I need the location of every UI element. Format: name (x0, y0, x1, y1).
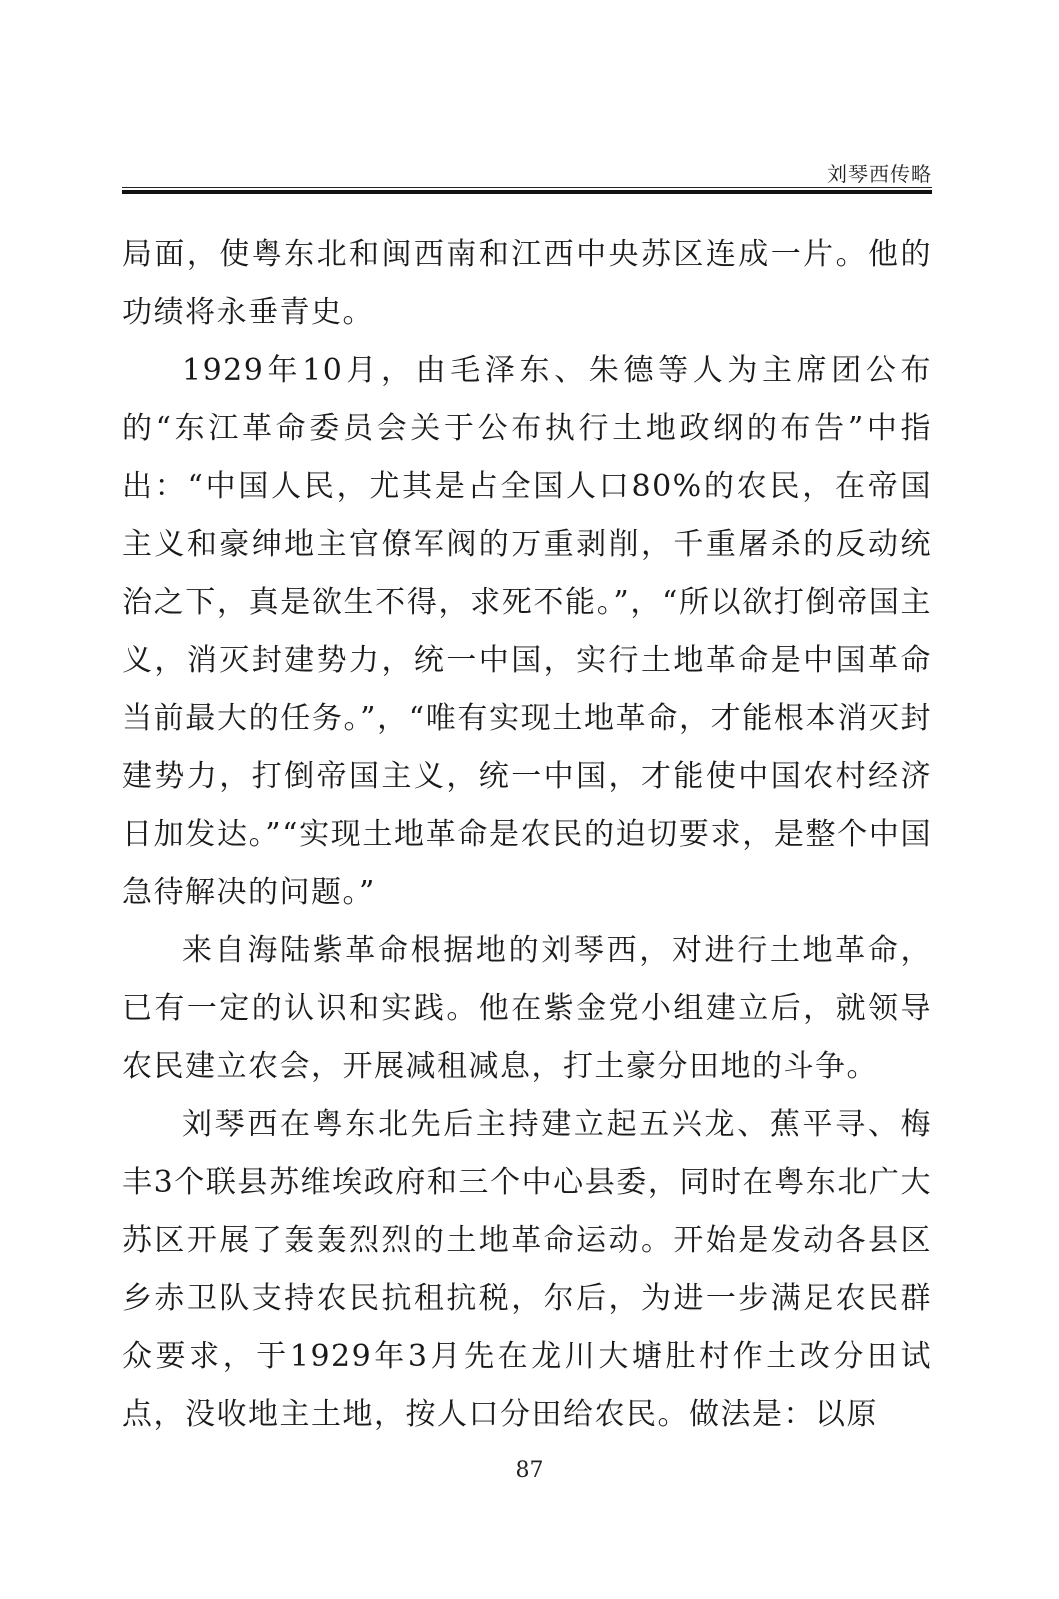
header-rule-thick (122, 190, 932, 194)
paragraph: 来自海陆紫革命根据地的刘琴西，对进行土地革命，已有一定的认识和实践。他在紫金党小组建立后，就领导农民建立农会，开展减租减息，打土豪分田地的斗争。 (122, 933, 932, 1084)
running-title: 刘琴西传略 (827, 162, 932, 186)
header-rule-thin (122, 187, 932, 188)
page-number: 87 (515, 1458, 544, 1483)
paragraph-continued: 局面，使粤东北和闽西南和江西中央苏区连成一片。他的功绩将永垂青史。 (122, 237, 932, 330)
running-header (122, 150, 932, 198)
paragraph: 刘琴西在粤东北先后主持建立起五兴龙、蕉平寻、梅丰3个联县苏维埃政府和三个中心县委，同时在粤东北广大苏区开展了轰轰烈烈的土地革命运动。开始是发动各县区乡赤卫队支持农民抗租抗税，尔后，为进一步满足农民群众要求，于1929年3月先在龙川大塘肚村作土改分田试点，没收地主土地，按人口分田给农民。做法是：以原 (122, 1107, 932, 1432)
body-text (122, 226, 932, 1444)
paragraph: 1929年10月，由毛泽东、朱德等人为主席团公布的“东江革命委员会关于公布执行土地政纲的布告”中指出：“中国人民，尤其是占全国人口80%的农民，在帝国主义和豪绅地主官僚军阀的万重剥削，千重屠杀的反动统治之下，真是欲生不得，求死不能。”，“所以欲打倒帝国主义，消灭封建势力，统一中国，实行土地革命是中国革命当前最大的任务。”，“唯有实现土地革命，才能根本消灭封建势力，打倒帝国主义，统一中国，才能使中国农村经济日加发达。”“实现土地革命是农民的迫切要求，是整个中国急待解决的问题。” (122, 353, 932, 910)
